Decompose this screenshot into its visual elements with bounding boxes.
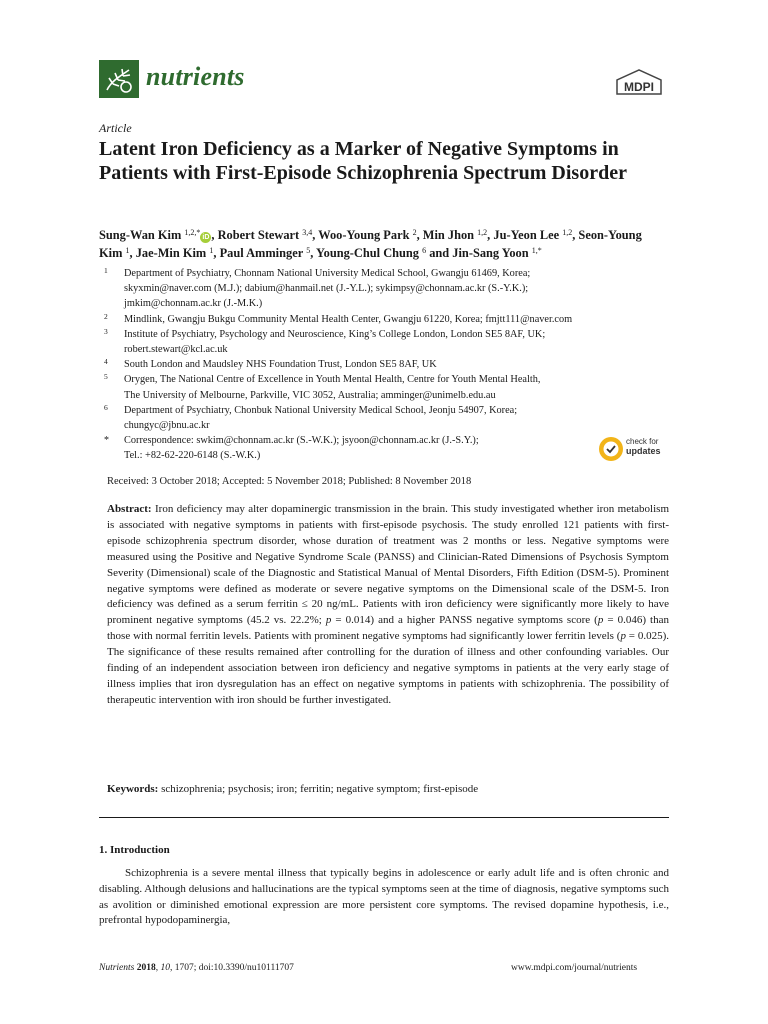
affiliation-number: 2 (104, 311, 108, 321)
footer-doi: , 1707; doi:10.3390/nu10111707 (170, 963, 294, 973)
affiliation-item (99, 357, 671, 372)
abstract-label: Abstract: (107, 503, 152, 515)
abstract-text: = 0.014) and a higher PANSS negative symptoms score ( (331, 614, 598, 627)
check-updates-line1: check for (626, 437, 659, 446)
article-title: Latent Iron Deficiency as a Marker of Negative Symptoms in Patients with First-Episode Schizophrenia Spectrum Disorder (99, 138, 627, 184)
affiliation-item (99, 403, 671, 433)
footer-citation: Nutrients 2018, 10, 1707; doi:10.3390/nu10111707 (99, 963, 294, 973)
abstract-text: Iron deficiency may alter dopaminergic transmission in the brain. This study investigated whether iron metabolism is associated with negative symptoms in patients with first-episode psychosis. The study enrolled 121 patients with first-episode schizophrenia spectrum disorder, whose duration of treatment was 2 months or less. Negative symptoms were measured using the Positive and Negative Syndrome Scale (PANSS) and Clinician-Rated Dimensions of Psychosis Symptom Severity (Dimensional) scale of the Diagnostic and Statistical Manual of Mental Disorders, Fifth Edition (DSM-5). Prominent negative symptoms were defined as moderate or severe negative symptoms on the Dimensional scale of the DSM-5. Iron deficiency was defined as a serum ferritin ≤ 20 ng/mL. Patients with iron deficiency were significantly more likely to have prominent negative symptoms (45.2 vs. 22.2%; (107, 503, 669, 627)
author-name: Woo-Young Park (318, 228, 413, 242)
abstract (107, 502, 669, 709)
correspondence-item (99, 433, 671, 463)
p-variable: p (325, 614, 332, 627)
check-updates-line2: updates (626, 446, 661, 456)
affiliation-line: jmkim@chonnam.ac.kr (J.-M.K.) (124, 298, 263, 310)
affiliation-number: * (104, 435, 109, 447)
footer-journal-url[interactable]: www.mdpi.com/journal/nutrients (511, 963, 638, 973)
footer-year: 2018 (136, 963, 156, 973)
p-variable: p (597, 614, 604, 627)
nutrients-logo-icon (99, 60, 139, 98)
p-variable: p (620, 630, 626, 643)
affiliation-line: Mindlink, Gwangju Bukgu Community Mental Health Center, Gwangju 61220, Korea; fmjtt111@naver.com (124, 313, 573, 325)
affiliation-item (99, 312, 671, 327)
author-affiliation-sup: 1 (125, 246, 130, 255)
author-affiliation-sup: 1,2 (562, 228, 573, 237)
keywords (107, 782, 669, 797)
journal-name: nutrients (146, 62, 245, 91)
affiliation-line: South London and Maudsley NHS Foundation Trust, London SE5 8AF, UK (124, 359, 437, 371)
affiliation-number: 5 (104, 372, 108, 382)
author-name: Jin-Sang Yoon (452, 246, 532, 260)
check-updates-icon (598, 436, 624, 462)
affiliation-line: chungyc@jbnu.ac.kr (124, 420, 210, 432)
introduction-paragraph: Schizophrenia is a severe mental illness that typically begins in adolescence or early adult life and is often chronic and disabling. Although delusions and hallucinations are the typical symptoms seen at the time of diagnosis, negative symptoms such as avolition or diminished emotional expression are more persistent core symptoms. The revised dopamine hypothesis, i.e., prefrontal hypodopaminergia, (99, 867, 669, 927)
affiliation-number: 4 (104, 357, 108, 367)
footer-journal: Nutrients (99, 963, 135, 973)
author-name: Young-Chul Chung (316, 246, 423, 260)
keywords-label: Keywords: (107, 783, 159, 795)
author-name: Seon-Young Kim (99, 228, 642, 260)
affiliation-line: Correspondence: swkim@chonnam.ac.kr (S.-W.K.); jsyoon@chonnam.ac.kr (J.-S.Y.); (124, 435, 479, 447)
affiliation-line: Department of Psychiatry, Chonnam National University Medical School, Gwangju 61469, Korea; (124, 268, 531, 279)
mdpi-logo-icon (611, 68, 667, 100)
author-affiliation-sup: 1 (209, 246, 214, 255)
article-type: Article (99, 121, 132, 135)
affiliation-list (99, 266, 671, 464)
author-affiliation-sup: 6 (422, 246, 427, 255)
author-name: Sung-Wan Kim (99, 228, 185, 242)
author-name: Jae-Min Kim (135, 246, 210, 260)
author-affiliation-sup: 2 (412, 228, 417, 237)
affiliation-line: Institute of Psychiatry, Psychology and Neuroscience, King’s College London, London SE5 8AF, UK; (124, 328, 546, 340)
author-name: Min Jhon (422, 228, 478, 242)
section-divider (99, 817, 669, 818)
svg-text:MDPI: MDPI (624, 80, 654, 94)
affiliation-line: Orygen, The National Centre of Excellence in Youth Mental Health, Centre for Youth Mental Health, (124, 374, 541, 386)
author-affiliation-sup: 1,2,* (184, 228, 201, 237)
author-name: Ju-Yeon Lee (493, 228, 563, 242)
author-name: Paul Amminger (219, 246, 307, 260)
affiliation-item (99, 327, 671, 357)
author-affiliation-sup: 3,4 (302, 228, 313, 237)
author-affiliation-sup: 5 (306, 246, 311, 255)
affiliation-number: 1 (104, 266, 108, 275)
abstract-text: = 0.046) than those with normal ferritin levels. Patients with prominent negative symptoms had significantly lower ferritin levels ( (107, 614, 669, 643)
keywords-text: schizophrenia; psychosis; iron; ferritin; negative symptom; first-episode (158, 783, 479, 795)
affiliation-number: 3 (104, 326, 108, 336)
affiliation-line: Tel.: +82-62-220-6148 (S.-W.K.) (124, 450, 261, 462)
affiliation-item (99, 266, 671, 312)
affiliation-line: Department of Psychiatry, Chonbuk National University Medical School, Jeonju 54907, Korea; (124, 404, 518, 416)
affiliation-item (99, 372, 671, 402)
author-list: Sung-Wan Kim $^{1,2,*}$iD , Robert Stewart $^{3,4}$, Woo-Young Park $^2$, Min Jhon $^{1,2}$, Ju-Yeon Lee $^{1,2}$, Seon-Young Kim $^1$, Jae-Min Kim $^1$, Paul Amminger $^5$, Young-Chul Chung $^6$ and Jin-Sang Yoon $^{1,*}$ (99, 228, 642, 260)
footer-volume: 10 (160, 963, 170, 973)
author-affiliation-sup: 1,* (531, 246, 542, 255)
affiliation-number: 6 (104, 402, 108, 412)
abstract-text: = 0.025). The significance of these results remained after controlling for the duration of illness and other confounding variables. Our finding of an independent association between iron deficiency and negative symptoms in patients at the very early stage of illness implies that iron dysregulation has an effect on negative symptoms in patients with schizophrenia. The possibility of therapeutic intervention with iron should be further investigated. (107, 630, 669, 706)
affiliation-line: skyxmin@naver.com (M.J.); dabium@hanmail.net (J.-Y.L.); sykimpsy@chonnam.ac.kr (S.-Y.K.); (124, 283, 529, 295)
orcid-icon[interactable]: iD (202, 234, 210, 241)
author-affiliation-sup: 1,2 (477, 228, 488, 237)
author-name: Robert Stewart (217, 228, 303, 242)
affiliation-line: robert.stewart@kcl.ac.uk (124, 344, 228, 356)
publication-dates: Received: 3 October 2018; Accepted: 5 November 2018; Published: 8 November 2018 (107, 476, 472, 487)
check-for-updates-badge[interactable] (598, 436, 678, 476)
affiliation-line: The University of Melbourne, Parkville, VIC 3052, Australia; amminger@unimelb.edu.au (124, 389, 496, 401)
section-heading-introduction: 1. Introduction (99, 844, 170, 856)
